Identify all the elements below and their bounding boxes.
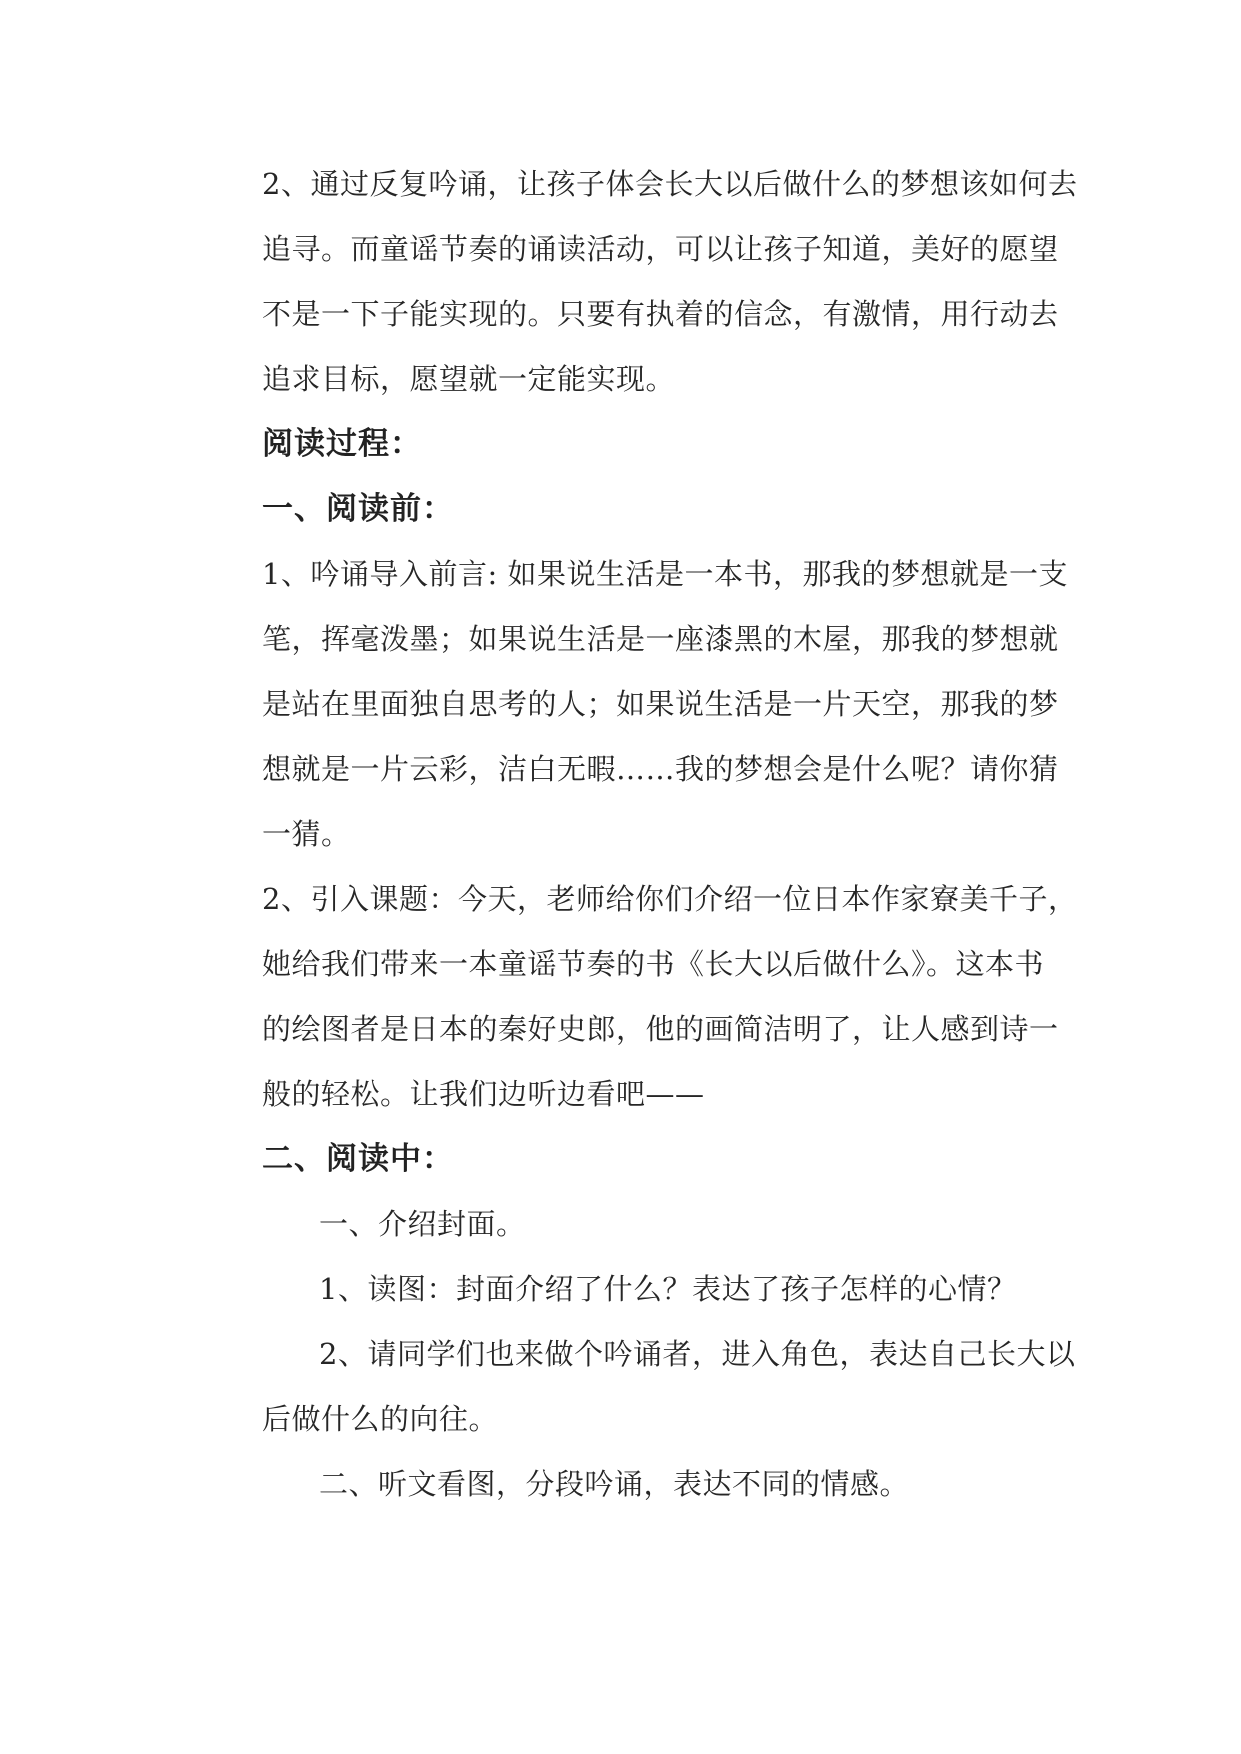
objective-2-line-2: 追寻。而童谣节奏的诵读活动，可以让孩子知道，美好的愿望 <box>262 232 1059 266</box>
before-1-line-4: 想就是一片云彩，洁白无暇……我的梦想会是什么呢？请你猜 <box>262 752 1059 786</box>
objective-2-line-4: 追求目标，愿望就一定能实现。 <box>262 362 676 396</box>
before-1-line-1: 1、吟诵导入前言: 如果说生活是一本书，那我的梦想就是一支 <box>262 557 1068 591</box>
before-2-line-4: 般的轻松。让我们边听边看吧—— <box>262 1077 705 1111</box>
during-step-2: 二、听文看图，分段吟诵，表达不同的情感。 <box>319 1467 910 1501</box>
before-2-line-3: 的绘图者是日本的秦好史郎，他的画简洁明了，让人感到诗一 <box>262 1012 1059 1046</box>
during-step-1: 一、介绍封面。 <box>319 1207 526 1241</box>
before-2-line-2: 她给我们带来一本童谣节奏的书《长大以后做什么》。这本书 <box>262 947 1045 981</box>
during-step-1-2-line-1: 2、请同学们也来做个吟诵者，进入角色，表达自己长大以 <box>319 1337 1076 1371</box>
before-1-line-2: 笔，挥毫泼墨；如果说生活是一座漆黑的木屋，那我的梦想就 <box>262 622 1059 656</box>
objective-2-line-3: 不是一下子能实现的。只要有执着的信念，有激情，用行动去 <box>262 297 1059 331</box>
objective-2-line-1: 2、通过反复吟诵，让孩子体会长大以后做什么的梦想该如何去 <box>262 167 1078 201</box>
before-2-line-1: 2、引入课题：今天，老师给你们介绍一位日本作家寮美千子， <box>262 882 1078 916</box>
during-step-1-2-line-2: 后做什么的向往。 <box>262 1402 499 1436</box>
heading-before-reading: 一、阅读前： <box>262 491 454 527</box>
before-1-line-3: 是站在里面独自思考的人；如果说生活是一片天空，那我的梦 <box>262 687 1059 721</box>
before-1-line-5: 一猜。 <box>262 817 351 851</box>
during-step-1-1: 1、读图：封面介绍了什么？表达了孩子怎样的心情？ <box>319 1272 1017 1306</box>
heading-during-reading: 二、阅读中： <box>262 1141 454 1177</box>
document-page <box>262 152 1078 1517</box>
heading-reading-process: 阅读过程： <box>262 426 422 462</box>
